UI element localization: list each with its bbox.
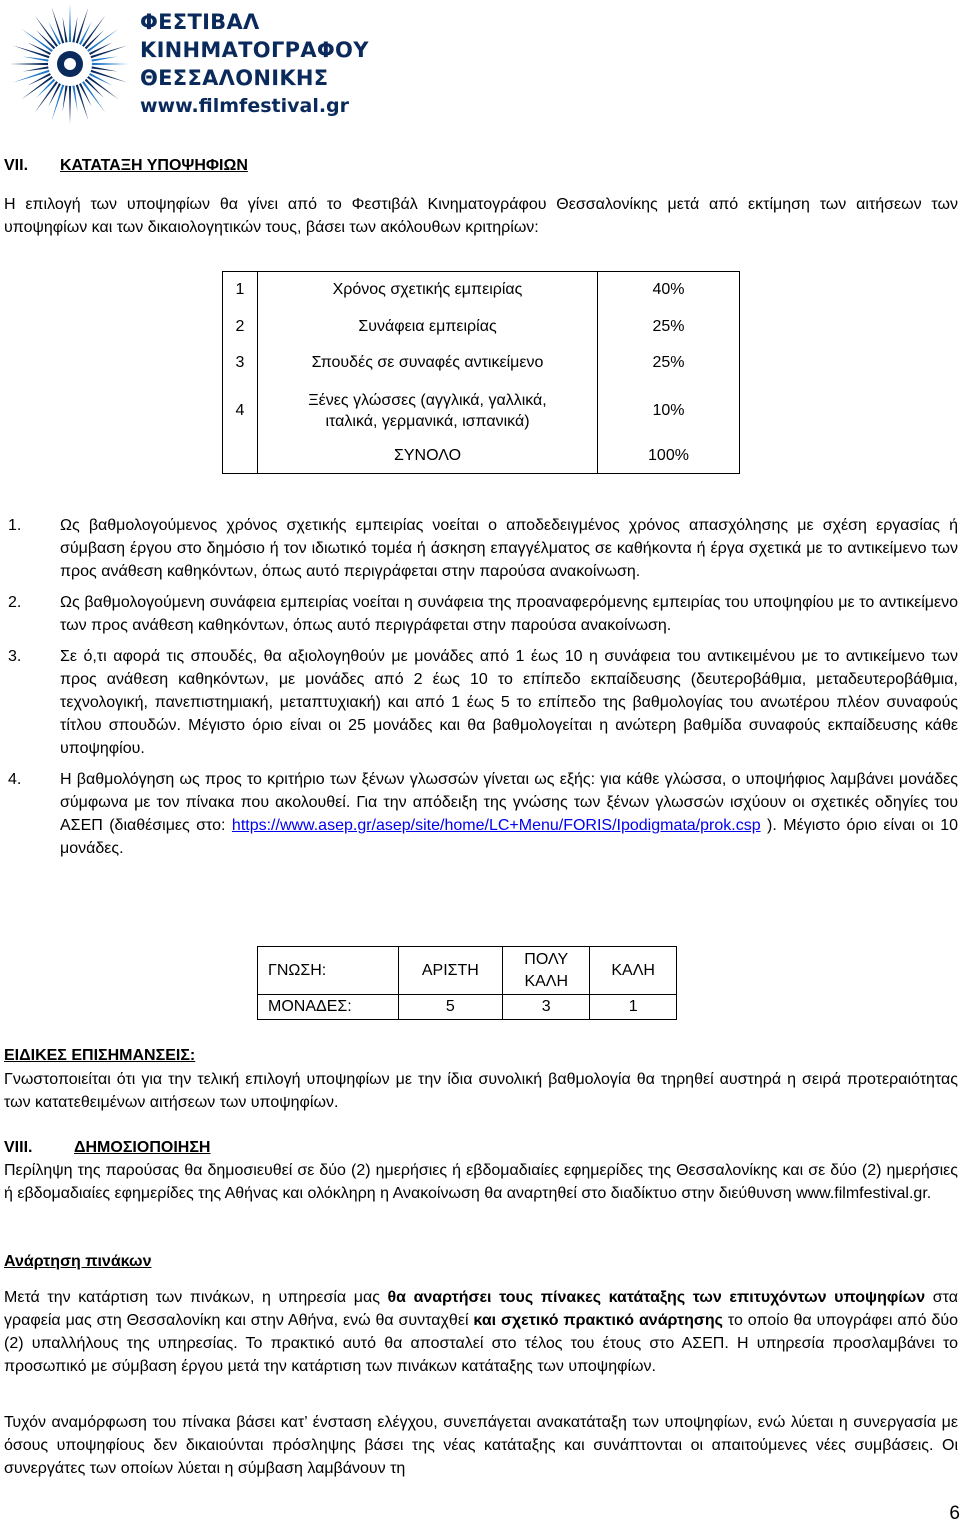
language-level-very-good-line-2: ΚΑΛΗ bbox=[524, 972, 569, 990]
criteria-num: 1 bbox=[223, 272, 258, 309]
festival-sunburst-logo-icon bbox=[4, 2, 136, 126]
section-8-title: ΔΗΜΟΣΙΟΠΟΙΗΣΗ bbox=[74, 1139, 211, 1156]
language-points-very-good: 3 bbox=[503, 995, 590, 1020]
criteria-num: 3 bbox=[223, 345, 258, 382]
posting-text-c: στα γραφεία μας στη Θεσσαλονίκη και στην Αθήνα, ενώ θα συνταχθεί bbox=[4, 1289, 958, 1329]
language-knowledge-label: ΓΝΩΣΗ: bbox=[258, 947, 399, 995]
list-item bbox=[8, 514, 958, 583]
criteria-num: 2 bbox=[223, 309, 258, 345]
language-points-good: 1 bbox=[590, 995, 677, 1020]
list-item-text: Σε ό,τι αφορά τις σπουδές, θα αξιολογηθούν με μονάδες από 1 έως 10 η συνάφεια του αντικειμένου με το αντικείμενο των προς ανάθεση καθηκόντων, με μονάδες από 2 έως 10 το επίπεδο εκπαίδευσης (δευτεροβάθμια, μεταδευτεροβάθμια, τεχνολογική, πανεπιστημιακή, μεταπτυχιακή) και από 1 έως 5 το επίπεδο της βαθμολογίας του ανωτέρου πλέον συναφούς τίτλου σπουδών. Μέγιστο όριο είναι οι 25 μονάδες και θα βαθμολογείται η ανώτερη βαθμίδα συναφούς εκπαίδευσης κάθε υποψηφίου. bbox=[60, 648, 958, 757]
festival-brand-block bbox=[140, 8, 369, 120]
criteria-total-label: ΣΥΝΟΛΟ bbox=[258, 440, 598, 474]
special-remarks-heading: ΕΙΔΙΚΕΣ ΕΠΙΣΗΜΑΝΣΕΙΣ: bbox=[4, 1047, 196, 1064]
section-7-intro: Η επιλογή των υποψηφίων θα γίνει από το Φεστιβάλ Κινηματογράφου Θεσσαλονίκης μετά από εκτίμηση των αιτήσεων των υποψηφίων και των δικαιολογητικών τους, βάσει των ακόλουθων κριτηρίων: bbox=[4, 196, 958, 236]
special-remarks-text: Γνωστοποιείται ότι για την τελική επιλογή υποψηφίων με την ίδια συνολική βαθμολογία θα τηρηθεί αυστηρά η σειρά προτεραιότητας των κατατεθειμένων αιτήσεων των υποψηφίων. bbox=[4, 1071, 958, 1111]
criteria-row bbox=[223, 272, 740, 309]
list-item-number: 3. bbox=[8, 648, 22, 665]
brand-line-2: ΚΙΝΗΜΑΤΟΓΡΑΦΟΥ bbox=[140, 38, 369, 62]
criteria-row bbox=[223, 382, 740, 440]
posting-text-a: Μετά την κατάρτιση των πινάκων, η υπηρεσία μας bbox=[4, 1289, 388, 1306]
list-item-text: Ως βαθμολογούμενος χρόνος σχετικής εμπειρίας νοείται ο αποδεδειγμένος χρόνος απασχόλησης με σχέση εργασίας ή σύμβαση έργου στο δημόσιο ή τον ιδιωτικό τομέα ή άσκηση επαγγέλματος σε καθήκοντα ή έργα σχετικά με το αντικείμενο των προς ανάθεση καθηκόντων, όπως αυτό περιγράφεται στην παρούσα ανακοίνωση. bbox=[60, 517, 958, 580]
posting-text-e: το οποίο θα υπογράφει από δύο (2) υπαλλήλους της υπηρεσίας. Το πρακτικό αυτό θα αποσταλεί στο τέλος του έτους στο ΑΣΕΠ. Η υπηρεσία προσλαμβάνει το προσωπικό με σύμβαση έργου μετά την κατάρτιση των πινάκων κατάταξης των υποψηφίων. bbox=[4, 1312, 958, 1375]
brand-line-3: ΘΕΣΣΑΛΟΝΙΚΗΣ bbox=[140, 66, 329, 90]
language-points-excellent: 5 bbox=[398, 995, 503, 1020]
brand-line-1: ΦΕΣΤΙΒΑΛ bbox=[140, 10, 260, 34]
criteria-pct: 40% bbox=[598, 272, 740, 309]
language-level-good: ΚΑΛΗ bbox=[590, 947, 677, 995]
criteria-name: Χρόνος σχετικής εμπειρίας bbox=[258, 272, 598, 309]
posting-paragraph-1 bbox=[4, 1286, 958, 1378]
criteria-notes-list bbox=[8, 514, 958, 860]
list-item-number: 4. bbox=[8, 771, 22, 788]
posting-paragraph-2: Τυχόν αναμόρφωση του πίνακα βάσει κατ’ ένσταση ελέγχου, συνεπάγεται ανακατάταξη των υποψηφίων, ενώ λύεται η συνεργασία με όσους υποψηφίους δεν δικαιούνται πρόσληψης βάσει της νέας κατάταξης και συνάπτονται οι απαιτούμενες νέες συμβάσεις. Οι συνεργάτες των οποίων λύεται η σύμβαση λαμβάνουν τη bbox=[4, 1414, 958, 1477]
list-item-number: 2. bbox=[8, 594, 22, 611]
language-level-very-good-line-1: ΠΟΛΥ bbox=[524, 950, 569, 968]
posting-text-b: θα αναρτήσει τους πίνακες κατάταξης των επιτυχόντων υποψηφίων bbox=[387, 1289, 926, 1306]
language-points-label: ΜΟΝΑΔΕΣ: bbox=[258, 995, 399, 1020]
criteria-num: 4 bbox=[223, 382, 258, 440]
criteria-name-line-1: Ξένες γλώσσες (αγγλικά, γαλλικά, bbox=[308, 391, 547, 409]
criteria-total-spacer bbox=[223, 440, 258, 474]
language-levels-row bbox=[258, 947, 677, 995]
criteria-pct: 25% bbox=[598, 345, 740, 382]
section-8-number: VIII. bbox=[4, 1139, 33, 1156]
posting-text-d: και σχετικό πρακτικό ανάρτησης bbox=[473, 1312, 723, 1329]
posting-heading: Ανάρτηση πινάκων bbox=[4, 1253, 152, 1270]
list-item-text: Ως βαθμολογούμενη συνάφεια εμπειρίας νοείται η συνάφεια της προαναφερόμενης εμπειρίας του υποψηφίου με το αντικείμενο των προς ανάθεση καθηκόντων, όπως αυτό περιγράφεται στην παρούσα ανακοίνωση. bbox=[60, 594, 958, 634]
criteria-table bbox=[222, 271, 740, 474]
criteria-name bbox=[258, 382, 598, 440]
criteria-name: Σπουδές σε συναφές αντικείμενο bbox=[258, 345, 598, 382]
criteria-row bbox=[223, 309, 740, 345]
section-7-title: ΚΑΤΑΤΑΞΗ ΥΠΟΨΗΦΙΩΝ bbox=[60, 157, 248, 174]
criteria-total-row bbox=[223, 440, 740, 474]
section-8-text: Περίληψη της παρούσας θα δημοσιευθεί σε δύο (2) ημερήσιες ή εβδομαδιαίες εφημερίδες της Θεσσαλονίκης και σε δύο (2) ημερήσιες ή εβδομαδιαίες εφημερίδες της Αθήνας και ολόκληρη η Ανακοίνωση θα αναρτηθεί στο διαδίκτυο στην διεύθυνση www.filmfestival.gr. bbox=[4, 1162, 958, 1202]
criteria-row bbox=[223, 345, 740, 382]
list-item bbox=[8, 768, 958, 860]
list-item-number: 1. bbox=[8, 517, 22, 534]
language-level-very-good bbox=[503, 947, 590, 995]
note-4-text-end: ). Μέγιστο όριο είναι οι 10 μονάδες. bbox=[60, 817, 958, 857]
section-7-number: VII. bbox=[4, 157, 29, 174]
language-points-table bbox=[257, 946, 677, 1020]
asep-guidelines-link[interactable]: https://www.asep.gr/asep/site/home/LC+Menu/FORIS/Ipodigmata/prok.csp bbox=[231, 817, 761, 834]
criteria-pct: 10% bbox=[598, 382, 740, 440]
note-4-text: Η βαθμολόγηση ως προς το κριτήριο των ξένων γλωσσών γίνεται ως εξής: για κάθε γλώσσα, ο υποψήφιος λαμβάνει μονάδες σύμφωνα με τον πίνακα που ακολουθεί. Για την απόδειξη της γνώσης των ξένων γλωσσών ισχύουν οι σχετικές οδηγίες του ΑΣΕΠ (διαθέσιμες στο: bbox=[60, 771, 958, 834]
language-points-row bbox=[258, 995, 677, 1020]
list-item bbox=[8, 645, 958, 760]
brand-url[interactable]: www.filmfestival.gr bbox=[140, 95, 350, 117]
list-item bbox=[8, 591, 958, 637]
criteria-name-line-2: ιταλικά, γερμανικά, ισπανικά) bbox=[325, 412, 530, 430]
criteria-pct: 25% bbox=[598, 309, 740, 345]
list-item-text bbox=[60, 768, 958, 860]
criteria-name: Συνάφεια εμπειρίας bbox=[258, 309, 598, 345]
criteria-total-pct: 100% bbox=[598, 440, 740, 474]
page-number: 6 bbox=[949, 1503, 960, 1524]
language-level-excellent: ΑΡΙΣΤΗ bbox=[398, 947, 503, 995]
